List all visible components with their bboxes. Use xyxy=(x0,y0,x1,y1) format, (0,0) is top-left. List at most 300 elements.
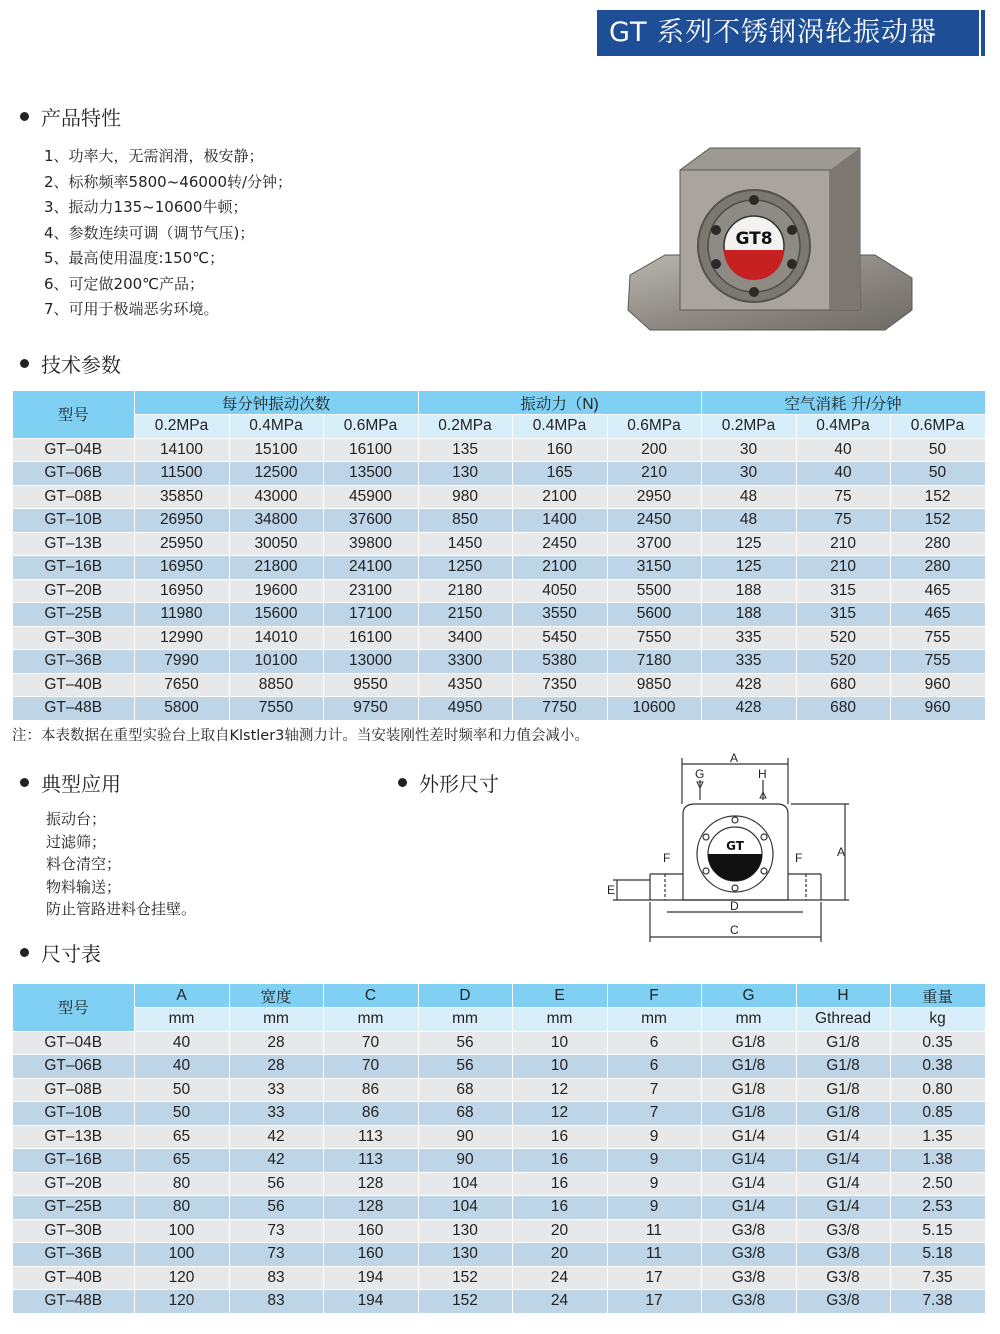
application-item: 料仓清空； xyxy=(46,855,122,873)
table-cell: 28 xyxy=(229,1031,323,1055)
table-cell: 1.38 xyxy=(890,1149,985,1173)
table-cell: 6 xyxy=(607,1031,701,1055)
dims-column-header: G xyxy=(701,984,796,1008)
table-cell: 80 xyxy=(134,1196,229,1220)
table-cell: 86 xyxy=(323,1102,418,1126)
table-row xyxy=(13,697,985,721)
label-a-top: A xyxy=(730,752,739,765)
table-cell: 90 xyxy=(418,1149,512,1173)
table-cell: 17100 xyxy=(323,603,418,627)
table-cell: 210 xyxy=(796,556,890,580)
table-cell: 3300 xyxy=(418,650,512,674)
label-c: C xyxy=(730,923,739,937)
feature-item: 6、可定做200℃产品； xyxy=(44,274,205,293)
table-cell: 5.15 xyxy=(890,1219,985,1243)
dims-column-header: E xyxy=(512,984,607,1008)
table-cell: 850 xyxy=(418,509,512,533)
table-cell: 34800 xyxy=(229,509,323,533)
table-cell: 7990 xyxy=(134,650,229,674)
table-cell: 12 xyxy=(512,1078,607,1102)
table-cell: 9 xyxy=(607,1172,701,1196)
table-cell: G3/8 xyxy=(701,1290,796,1314)
table-cell: G1/8 xyxy=(701,1055,796,1079)
table-row xyxy=(13,1102,985,1126)
table-cell: 73 xyxy=(229,1219,323,1243)
table-cell: 11 xyxy=(607,1219,701,1243)
model-cell: GT–13B xyxy=(13,1125,134,1149)
feature-list xyxy=(44,144,292,323)
model-cell: GT–20B xyxy=(13,579,134,603)
dims-column-header: H xyxy=(796,984,890,1008)
table-cell: G1/8 xyxy=(796,1055,890,1079)
table-cell: 120 xyxy=(134,1266,229,1290)
model-cell: GT–06B xyxy=(13,462,134,486)
table-cell: 2950 xyxy=(607,485,701,509)
table-cell: 194 xyxy=(323,1266,418,1290)
table-cell: 24 xyxy=(512,1290,607,1314)
table-cell: 39800 xyxy=(323,532,418,556)
label-h: H xyxy=(758,767,767,781)
table-cell: 200 xyxy=(607,438,701,462)
table-cell: 465 xyxy=(890,579,985,603)
bullet-icon xyxy=(20,778,29,787)
table-cell: 9 xyxy=(607,1196,701,1220)
dimension-drawing xyxy=(605,752,865,942)
table-row xyxy=(13,626,985,650)
table-cell: 5.18 xyxy=(890,1243,985,1267)
specs-group-header: 空气消耗 升/分钟 xyxy=(701,391,985,415)
table-cell: 188 xyxy=(701,603,796,627)
model-cell: GT–13B xyxy=(13,532,134,556)
table-row xyxy=(13,556,985,580)
dims-unit-header: mm xyxy=(512,1008,607,1032)
section-specs xyxy=(20,349,121,378)
model-cell: GT–36B xyxy=(13,1243,134,1267)
table-cell: 56 xyxy=(418,1031,512,1055)
specs-group-header: 振动力（N) xyxy=(418,391,701,415)
product-image xyxy=(620,140,920,335)
table-cell: 2450 xyxy=(607,509,701,533)
table-row xyxy=(13,1078,985,1102)
table-cell: 315 xyxy=(796,579,890,603)
table-cell: 1400 xyxy=(512,509,607,533)
table-row xyxy=(13,1219,985,1243)
table-cell: 28 xyxy=(229,1055,323,1079)
table-cell: 680 xyxy=(796,673,890,697)
table-cell: 7550 xyxy=(607,626,701,650)
model-cell: GT–36B xyxy=(13,650,134,674)
model-cell: GT–40B xyxy=(13,673,134,697)
section-specs-title: 技术参数 xyxy=(41,353,121,377)
table-cell: 30050 xyxy=(229,532,323,556)
table-cell: G1/4 xyxy=(796,1149,890,1173)
table-row xyxy=(13,509,985,533)
specs-group-header: 每分钟振动次数 xyxy=(134,391,418,415)
table-cell: 1450 xyxy=(418,532,512,556)
table-cell: 194 xyxy=(323,1290,418,1314)
table-cell: 16100 xyxy=(323,438,418,462)
dims-column-header: D xyxy=(418,984,512,1008)
label-a-side: A xyxy=(837,845,846,859)
table-cell: 16 xyxy=(512,1125,607,1149)
table-cell: 43000 xyxy=(229,485,323,509)
table-cell: 9 xyxy=(607,1125,701,1149)
section-dimensions-drawing-title: 外形尺寸 xyxy=(419,772,499,796)
table-cell: G1/4 xyxy=(796,1196,890,1220)
table-cell: G3/8 xyxy=(701,1219,796,1243)
table-cell: 10 xyxy=(512,1031,607,1055)
table-cell: G3/8 xyxy=(796,1243,890,1267)
table-cell: 86 xyxy=(323,1078,418,1102)
table-cell: G1/8 xyxy=(796,1102,890,1126)
table-cell: 135 xyxy=(418,438,512,462)
table-cell: 50 xyxy=(134,1102,229,1126)
table-row xyxy=(13,1172,985,1196)
table-cell: 0.80 xyxy=(890,1078,985,1102)
table-cell: 4050 xyxy=(512,579,607,603)
table-cell: 48 xyxy=(701,485,796,509)
feature-item: 7、可用于极端恶劣环境。 xyxy=(44,300,219,318)
table-cell: 13000 xyxy=(323,650,418,674)
dims-unit-header: mm xyxy=(229,1008,323,1032)
table-cell: 104 xyxy=(418,1196,512,1220)
table-cell: 15600 xyxy=(229,603,323,627)
table-cell: 160 xyxy=(323,1219,418,1243)
table-cell: G3/8 xyxy=(796,1219,890,1243)
table-cell: 2.53 xyxy=(890,1196,985,1220)
table-row xyxy=(13,1149,985,1173)
section-dimensions-drawing xyxy=(398,768,499,797)
table-cell: 12990 xyxy=(134,626,229,650)
dims-unit-header: kg xyxy=(890,1008,985,1032)
table-cell: 1250 xyxy=(418,556,512,580)
table-cell: 73 xyxy=(229,1243,323,1267)
application-item: 物料输送； xyxy=(46,877,122,896)
table-cell: 11500 xyxy=(134,462,229,486)
model-cell: GT–08B xyxy=(13,1078,134,1102)
bullet-icon xyxy=(20,359,29,368)
table-row xyxy=(13,1125,985,1149)
table-cell: 2100 xyxy=(512,485,607,509)
drawing-logo: GT xyxy=(726,839,744,853)
table-cell: G3/8 xyxy=(701,1266,796,1290)
table-cell: 83 xyxy=(229,1266,323,1290)
table-cell: 75 xyxy=(796,509,890,533)
table-cell: 7750 xyxy=(512,697,607,721)
feature-item: 2、标称频率5800~46000转/分钟； xyxy=(44,172,293,191)
table-cell: 3400 xyxy=(418,626,512,650)
model-cell: GT–25B xyxy=(13,603,134,627)
table-cell: G3/8 xyxy=(796,1266,890,1290)
table-cell: 428 xyxy=(701,697,796,721)
table-cell: 40 xyxy=(796,462,890,486)
table-cell: 1.35 xyxy=(890,1125,985,1149)
table-row xyxy=(13,1266,985,1290)
pressure-header: 0.6MPa xyxy=(890,415,985,439)
table-cell: 14100 xyxy=(134,438,229,462)
table-cell: 16 xyxy=(512,1172,607,1196)
dims-unit-header: mm xyxy=(701,1008,796,1032)
table-cell: 56 xyxy=(229,1196,323,1220)
specs-table xyxy=(13,391,986,721)
application-item: 振动台； xyxy=(46,810,107,828)
table-cell: 125 xyxy=(701,532,796,556)
section-features-title: 产品特性 xyxy=(41,106,121,130)
table-cell: 45900 xyxy=(323,485,418,509)
table-cell: G1/8 xyxy=(701,1031,796,1055)
table-cell: 0.35 xyxy=(890,1031,985,1055)
table-cell: 16100 xyxy=(323,626,418,650)
table-cell: 16 xyxy=(512,1149,607,1173)
table-cell: 128 xyxy=(323,1196,418,1220)
table-cell: 5600 xyxy=(607,603,701,627)
table-cell: 152 xyxy=(890,509,985,533)
table-cell: 4950 xyxy=(418,697,512,721)
table-cell: 160 xyxy=(323,1243,418,1267)
table-cell: 20 xyxy=(512,1219,607,1243)
model-cell: GT–40B xyxy=(13,1266,134,1290)
table-cell: 13500 xyxy=(323,462,418,486)
table-cell: 68 xyxy=(418,1078,512,1102)
product-label: GT8 xyxy=(735,229,773,249)
table-row xyxy=(13,485,985,509)
table-cell: 7550 xyxy=(229,697,323,721)
label-f-right: F xyxy=(795,851,803,865)
section-dimensions-table-title: 尺寸表 xyxy=(41,942,101,966)
table-cell: 7650 xyxy=(134,673,229,697)
bullet-icon xyxy=(20,112,29,121)
model-cell: GT–04B xyxy=(13,1031,134,1055)
table-cell: 0.85 xyxy=(890,1102,985,1126)
table-cell: 7.38 xyxy=(890,1290,985,1314)
table-cell: 152 xyxy=(418,1266,512,1290)
table-cell: 152 xyxy=(418,1290,512,1314)
model-cell: GT–48B xyxy=(13,697,134,721)
table-cell: G1/4 xyxy=(796,1125,890,1149)
table-cell: G1/8 xyxy=(701,1078,796,1102)
table-cell: 68 xyxy=(418,1102,512,1126)
dims-column-header: A xyxy=(134,984,229,1008)
dims-unit-header: mm xyxy=(134,1008,229,1032)
table-cell: 15100 xyxy=(229,438,323,462)
dims-model-header: 型号 xyxy=(13,984,134,1031)
table-cell: 5380 xyxy=(512,650,607,674)
dims-column-header: 重量 xyxy=(890,984,985,1008)
table-cell: 188 xyxy=(701,579,796,603)
table-cell: 755 xyxy=(890,650,985,674)
table-cell: 33 xyxy=(229,1078,323,1102)
table-row xyxy=(13,579,985,603)
table-cell: 35850 xyxy=(134,485,229,509)
table-cell: 24100 xyxy=(323,556,418,580)
table-cell: 50 xyxy=(890,462,985,486)
bullet-icon xyxy=(398,778,407,787)
pressure-header: 0.2MPa xyxy=(701,415,796,439)
table-cell: 0.38 xyxy=(890,1055,985,1079)
dimensions-table xyxy=(13,984,986,1314)
model-cell: GT–08B xyxy=(13,485,134,509)
table-cell: 16950 xyxy=(134,556,229,580)
table-cell: 3700 xyxy=(607,532,701,556)
table-cell: 130 xyxy=(418,462,512,486)
table-cell: 80 xyxy=(134,1172,229,1196)
table-cell: 20 xyxy=(512,1243,607,1267)
application-item: 防止管路进料仓挂壁。 xyxy=(46,900,197,918)
table-cell: 2100 xyxy=(512,556,607,580)
table-cell: 23100 xyxy=(323,579,418,603)
dims-column-header: F xyxy=(607,984,701,1008)
table-cell: 465 xyxy=(890,603,985,627)
table-cell: G1/4 xyxy=(701,1125,796,1149)
table-cell: 33 xyxy=(229,1102,323,1126)
table-row xyxy=(13,532,985,556)
table-cell: 520 xyxy=(796,626,890,650)
specs-model-header: 型号 xyxy=(13,391,134,438)
table-cell: G1/4 xyxy=(796,1172,890,1196)
model-cell: GT–25B xyxy=(13,1196,134,1220)
table-cell: 5450 xyxy=(512,626,607,650)
table-row xyxy=(13,650,985,674)
table-cell: 160 xyxy=(512,438,607,462)
table-cell: 315 xyxy=(796,603,890,627)
table-note: 注：本表数据在重型实验台上取自Klstler3轴测力计。当安装刚性差时频率和力值会减小。 xyxy=(12,728,589,744)
table-cell: 7 xyxy=(607,1102,701,1126)
pressure-header: 0.2MPa xyxy=(134,415,229,439)
table-cell: G1/4 xyxy=(701,1149,796,1173)
table-cell: 65 xyxy=(134,1149,229,1173)
table-cell: 104 xyxy=(418,1172,512,1196)
table-cell: 9 xyxy=(607,1149,701,1173)
feature-item: 3、振动力135~10600牛顿； xyxy=(44,198,248,216)
table-cell: G1/4 xyxy=(701,1172,796,1196)
table-cell: 48 xyxy=(701,509,796,533)
table-cell: G1/4 xyxy=(701,1196,796,1220)
table-row xyxy=(13,1290,985,1314)
table-cell: 980 xyxy=(418,485,512,509)
table-cell: 5800 xyxy=(134,697,229,721)
table-row xyxy=(13,603,985,627)
table-cell: G3/8 xyxy=(796,1290,890,1314)
table-cell: 70 xyxy=(323,1031,418,1055)
table-row xyxy=(13,1031,985,1055)
table-cell: G3/8 xyxy=(701,1243,796,1267)
table-cell: G1/8 xyxy=(796,1078,890,1102)
title-accent-bar xyxy=(979,10,985,56)
table-cell: 19600 xyxy=(229,579,323,603)
table-cell: 42 xyxy=(229,1125,323,1149)
table-cell: 7350 xyxy=(512,673,607,697)
table-cell: 3150 xyxy=(607,556,701,580)
table-cell: 130 xyxy=(418,1243,512,1267)
bullet-icon xyxy=(20,948,29,957)
feature-item: 4、参数连续可调（调节气压)； xyxy=(44,223,255,242)
table-cell: 113 xyxy=(323,1125,418,1149)
table-cell: 7 xyxy=(607,1078,701,1102)
table-row xyxy=(13,438,985,462)
table-cell: 10 xyxy=(512,1055,607,1079)
model-cell: GT–30B xyxy=(13,626,134,650)
model-cell: GT–20B xyxy=(13,1172,134,1196)
model-cell: GT–06B xyxy=(13,1055,134,1079)
table-cell: 2150 xyxy=(418,603,512,627)
table-cell: 21800 xyxy=(229,556,323,580)
table-cell: 40 xyxy=(796,438,890,462)
table-cell: 70 xyxy=(323,1055,418,1079)
table-cell: 10600 xyxy=(607,697,701,721)
table-cell: 9750 xyxy=(323,697,418,721)
pressure-header: 0.4MPa xyxy=(796,415,890,439)
section-dimensions-table xyxy=(20,938,101,967)
table-cell: 680 xyxy=(796,697,890,721)
table-cell: 755 xyxy=(890,626,985,650)
table-cell: 100 xyxy=(134,1243,229,1267)
section-applications xyxy=(20,768,121,797)
application-list xyxy=(46,808,196,921)
table-cell: 335 xyxy=(701,650,796,674)
model-cell: GT–04B xyxy=(13,438,134,462)
table-cell: 210 xyxy=(607,462,701,486)
dims-unit-header: Gthread xyxy=(796,1008,890,1032)
table-cell: 16950 xyxy=(134,579,229,603)
table-cell: 65 xyxy=(134,1125,229,1149)
model-cell: GT–10B xyxy=(13,509,134,533)
table-cell: 152 xyxy=(890,485,985,509)
table-cell: 165 xyxy=(512,462,607,486)
table-cell: 17 xyxy=(607,1266,701,1290)
table-row xyxy=(13,1055,985,1079)
dims-column-header: C xyxy=(323,984,418,1008)
table-cell: 11980 xyxy=(134,603,229,627)
model-cell: GT–16B xyxy=(13,556,134,580)
table-cell: 90 xyxy=(418,1125,512,1149)
table-cell: 16 xyxy=(512,1196,607,1220)
table-cell: 40 xyxy=(134,1055,229,1079)
table-cell: 128 xyxy=(323,1172,418,1196)
table-cell: 9850 xyxy=(607,673,701,697)
table-cell: 2180 xyxy=(418,579,512,603)
table-cell: 520 xyxy=(796,650,890,674)
table-cell: 83 xyxy=(229,1290,323,1314)
label-f-left: F xyxy=(663,851,671,865)
table-cell: 7.35 xyxy=(890,1266,985,1290)
table-cell: 125 xyxy=(701,556,796,580)
section-applications-title: 典型应用 xyxy=(41,772,121,796)
table-cell: 42 xyxy=(229,1149,323,1173)
table-cell: 75 xyxy=(796,485,890,509)
table-cell: 960 xyxy=(890,697,985,721)
table-cell: 40 xyxy=(134,1031,229,1055)
table-cell: 428 xyxy=(701,673,796,697)
pressure-header: 0.4MPa xyxy=(512,415,607,439)
table-cell: 280 xyxy=(890,556,985,580)
table-cell: 2.50 xyxy=(890,1172,985,1196)
model-cell: GT–16B xyxy=(13,1149,134,1173)
feature-item: 1、功率大，无需润滑，极安静； xyxy=(44,147,264,165)
section-features xyxy=(20,102,121,131)
table-cell: 12500 xyxy=(229,462,323,486)
table-cell: 3550 xyxy=(512,603,607,627)
table-cell: 4350 xyxy=(418,673,512,697)
label-e: E xyxy=(607,883,616,897)
table-cell: 12 xyxy=(512,1102,607,1126)
table-cell: 37600 xyxy=(323,509,418,533)
page-title: GT 系列不锈钢涡轮振动器 xyxy=(597,10,985,56)
model-cell: GT–10B xyxy=(13,1102,134,1126)
table-cell: 8850 xyxy=(229,673,323,697)
table-cell: 11 xyxy=(607,1243,701,1267)
application-item: 过滤筛； xyxy=(46,832,107,851)
dims-unit-header: mm xyxy=(418,1008,512,1032)
